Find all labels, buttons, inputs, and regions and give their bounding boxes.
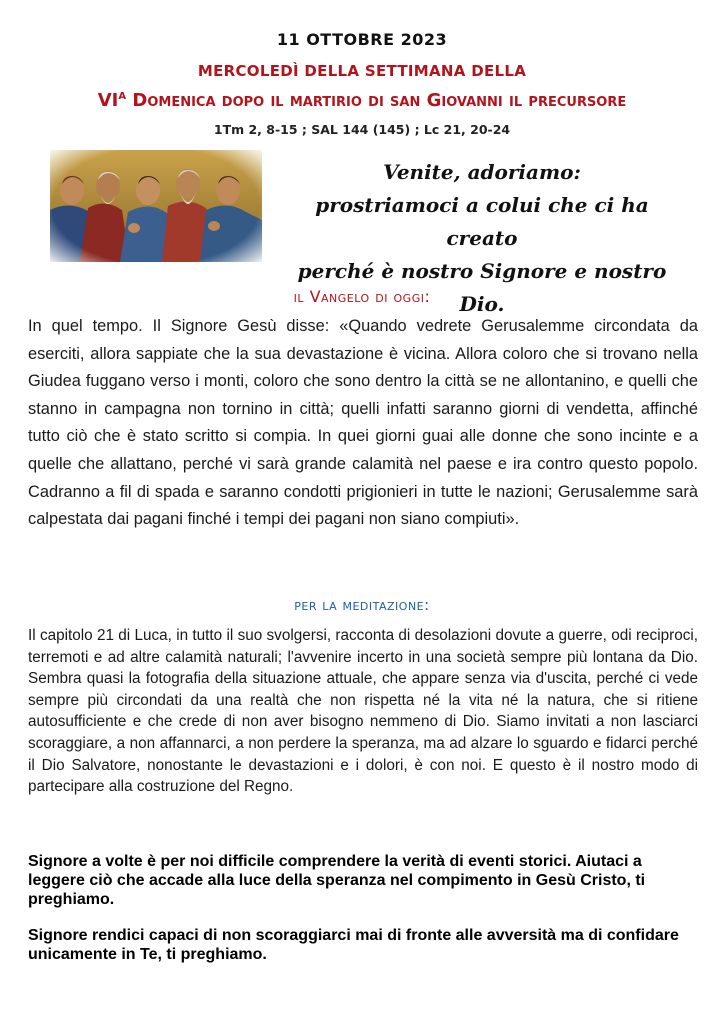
- antiphon-line-2: prostriamoci a colui che ci ha creato: [315, 193, 649, 250]
- liturgical-week: [0, 90, 724, 111]
- meditation-title: [0, 596, 724, 614]
- antiphon-line-1: Venite, adoriamo:: [383, 160, 581, 184]
- readings-references: 1Tm 2, 8-15 ; SAL 144 (145) ; Lc 21, 20-24: [213, 122, 511, 137]
- liturgical-week-name: Domenica dopo il martirio di san Giovanni il precursore: [126, 90, 627, 111]
- date-day: 11: [276, 30, 301, 49]
- meditation-title-text: per la meditazione:: [294, 596, 430, 614]
- gospel-title-text: il Vangelo di oggi:: [293, 287, 431, 306]
- prayer-1: Signore a volte è per noi difficile comprendere la verità di eventi storici. Aiutaci a leggere ciò che accade alla luce della speranza nel compimento in Gesù Cristo, ti preghiamo.: [28, 853, 646, 908]
- prayer-2: Signore rendici capaci di non scoraggiarci mai di fronte alle avversità ma di confidare unicamente in Te, ti preghiamo.: [28, 927, 679, 963]
- gospel-text: In quel tempo. Il Signore Gesù disse: «Quando vedrete Gerusalemme circondata da eserciti, allora sappiate che la sua devastazione è vicina. Allora coloro che si trovano nella Giudea fuggano verso i monti, coloro che sono dentro la città se ne allontanino, e quelli che stanno in campagna non tornino in città; quelli infatti saranno giorni di vendetta, affinché tutto ciò che è stato scritto si compia. In quei giorni guai alle donne che sono incinte e a quelle che allattano, perché vi sarà grande calamità nel paese e ira contro questo popolo. Cadranno a fil di spada e saranno condotti prigionieri in tutte le nazioni; Gerusalemme sarà calpestata dai pagani finché i tempi dei pagani non siano compiuti».: [28, 317, 698, 529]
- apostles-painting: [50, 150, 262, 262]
- date-heading: [0, 30, 724, 49]
- gospel-title: [0, 287, 724, 306]
- meditation-text: Il capitolo 21 di Luca, in tutto il suo svolgersi, racconta di desolazioni dovute a guerre, odi reciproci, terremoti e ad altre calamità naturali; l'avvenire incerto in una società sempre più lontana da Dio. Sembra quasi la fotografia della situazione attuale, che appare senza via d'uscita, perché ci vede sempre più circondati da una realtà che non rispetta né la vita né la natura, che si ritiene autosufficiente e che crede di non aver bisogno nemmeno di Dio. Siamo invitati a non lasciarci scoraggiare, a non affannarci, a non perdere la speranza, ma ad alzare lo sguardo e fidarci perché il Dio Salvatore, nonostante le devastazioni e i dolori, è con noi. E questo è il nostro modo di partecipare alla costruzione del Regno.: [28, 627, 698, 796]
- ordinal-sup: A: [118, 91, 127, 102]
- apostles-painting-art: [50, 150, 262, 262]
- liturgical-day: MERCOLEDÌ DELLA SETTIMANA DELLA: [197, 62, 527, 80]
- liturgical-week-number: VI: [97, 90, 119, 111]
- antiphon-line-3: perché è nostro Signore e nostro Dio.: [297, 259, 667, 316]
- date-month-year: OTTOBRE 2023: [306, 30, 448, 49]
